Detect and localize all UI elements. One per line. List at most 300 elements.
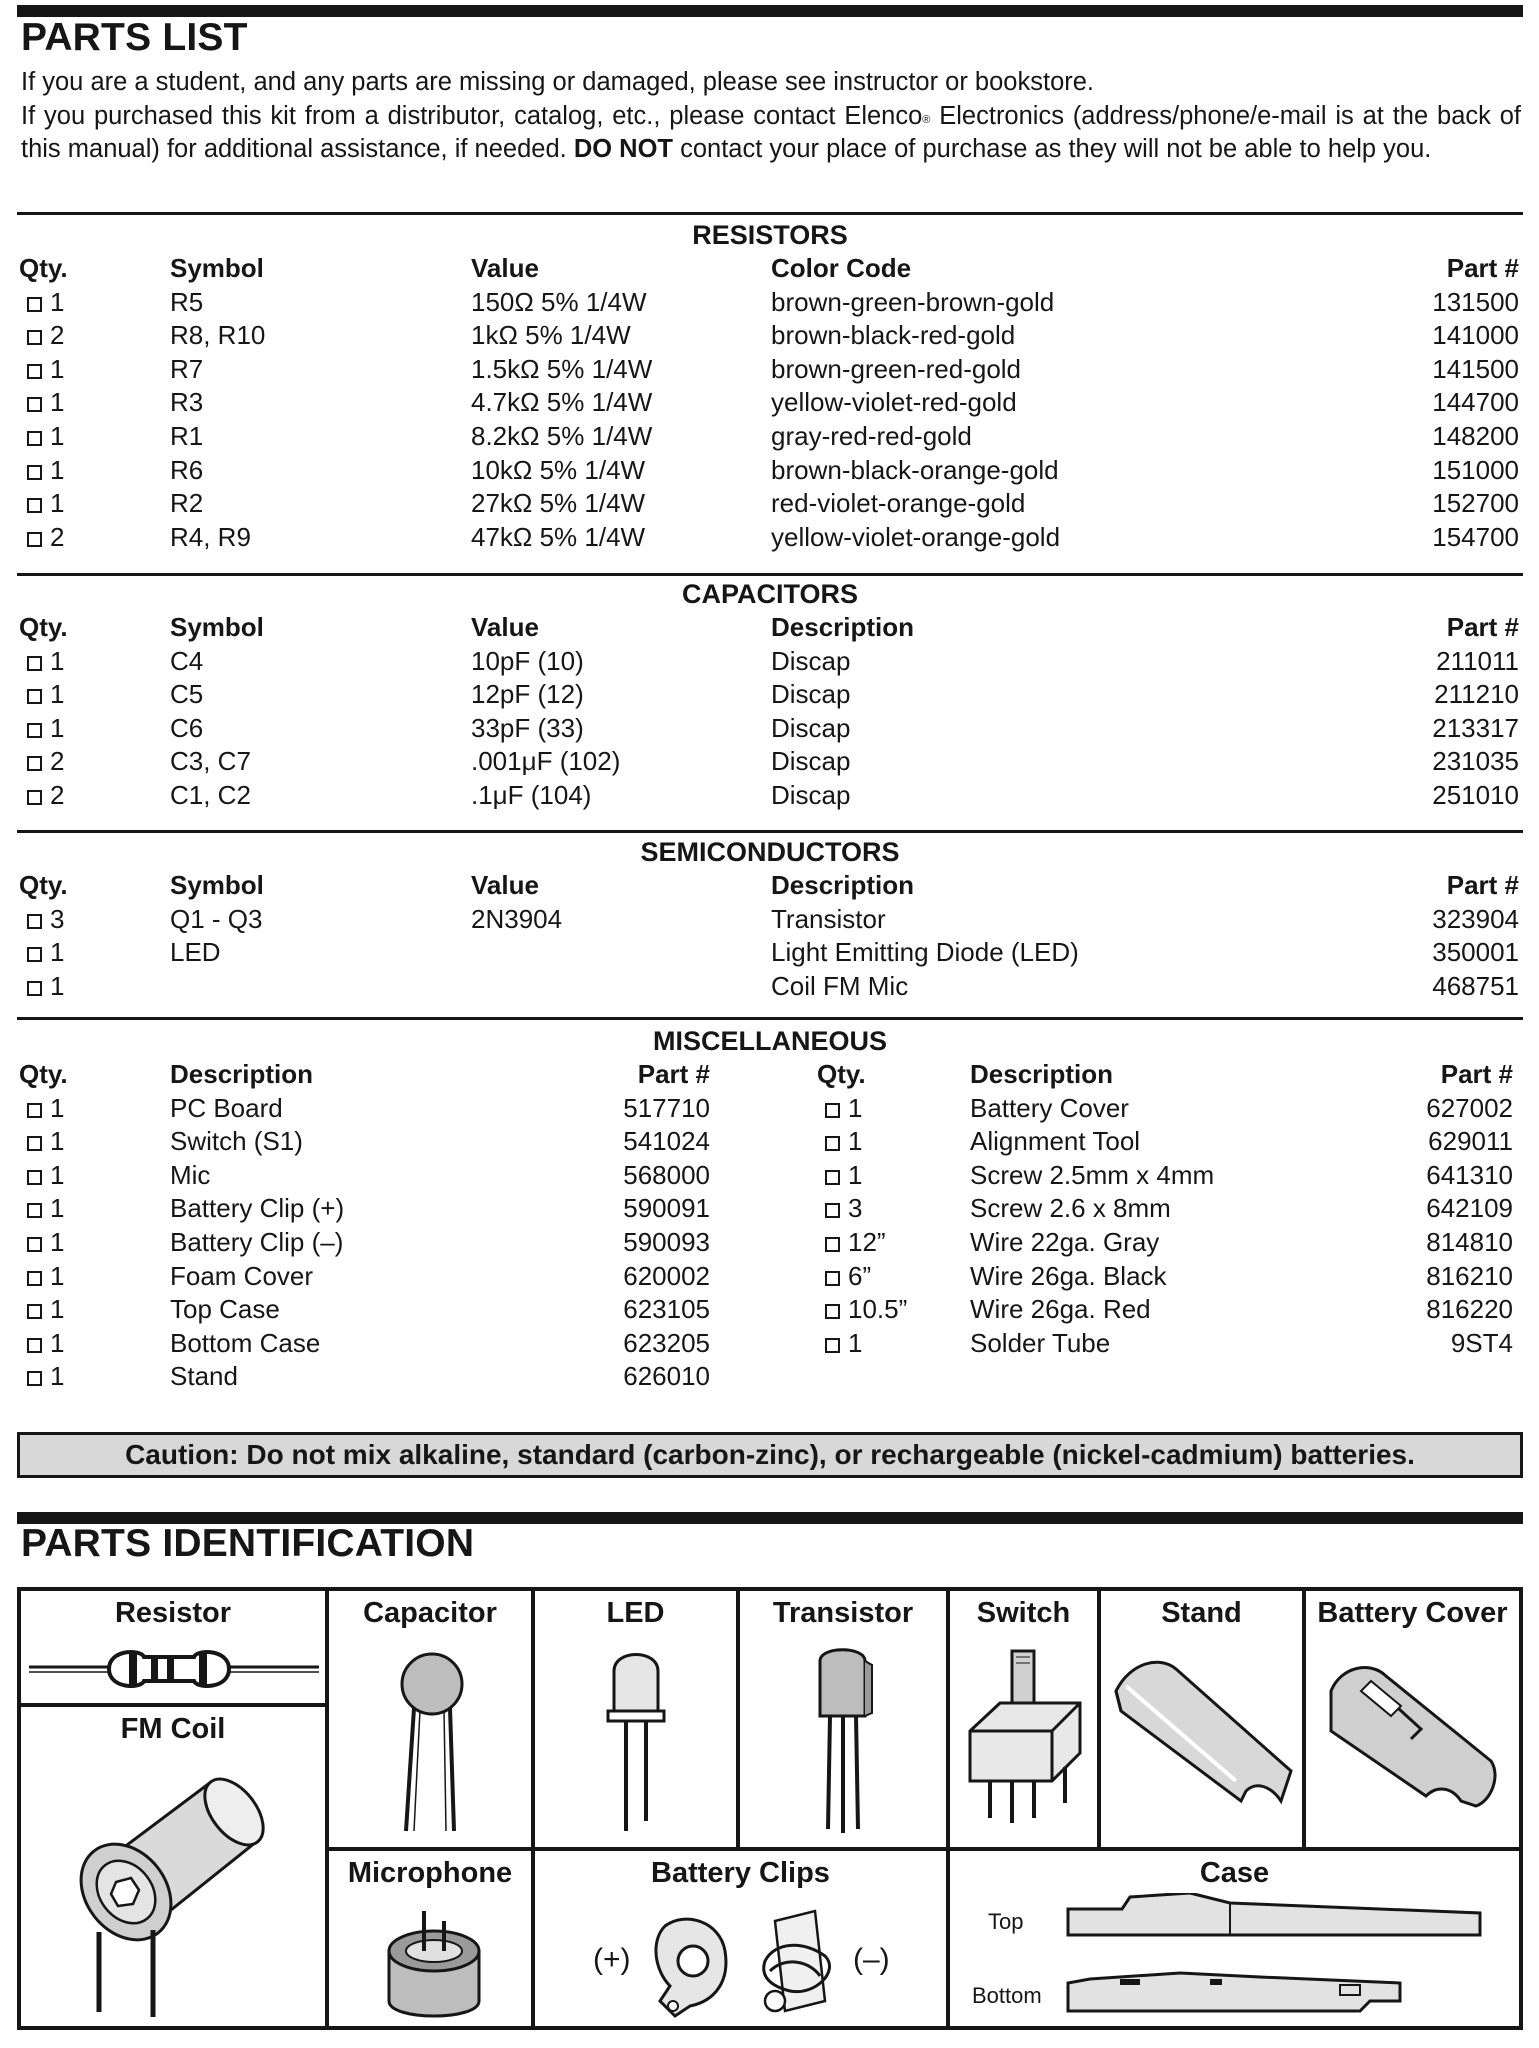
part-number-cell: 141000 — [1432, 320, 1519, 351]
symbol-cell: R2 — [170, 488, 204, 519]
table-row — [17, 1125, 1523, 1159]
qty-value: 1 — [50, 1294, 65, 1325]
description-cell: Battery Clip (+) — [170, 1193, 345, 1224]
part-number-cell: 151000 — [1432, 454, 1519, 485]
description-cell: Battery Clip (–) — [170, 1226, 344, 1257]
resistor-label: Resistor — [114, 1597, 232, 1629]
value-cell: .1μF (104) — [471, 779, 592, 810]
part-number-cell: 152700 — [1432, 488, 1519, 519]
qty-header: Qty. — [19, 612, 68, 642]
value-cell: 27kΩ 5% 1/4W — [471, 488, 646, 519]
symbol-cell: LED — [170, 937, 221, 968]
checkbox[interactable] — [27, 914, 42, 929]
description-header: Description — [771, 612, 915, 642]
case-icon — [1060, 1893, 1510, 2023]
value-header: Value — [471, 253, 539, 283]
table-header — [17, 252, 1523, 286]
qty-value: 2 — [50, 746, 65, 777]
qty-value: 1 — [50, 454, 65, 485]
resistor-cell — [21, 1591, 325, 1703]
description-cell: Battery Cover — [970, 1092, 1129, 1123]
qty-value: 1 — [848, 1327, 863, 1358]
qty-cell — [825, 1293, 907, 1327]
symbol-cell: Q1 - Q3 — [170, 903, 263, 934]
checkbox[interactable] — [825, 1304, 840, 1319]
description-cell: PC Board — [170, 1092, 283, 1123]
value-header: Value — [471, 870, 539, 900]
description-cell: Solder Tube — [970, 1327, 1111, 1358]
qty-value: 1 — [50, 1092, 65, 1123]
part-number-cell: 541024 — [623, 1126, 710, 1157]
part-number-cell: 211210 — [1434, 679, 1519, 710]
transistor-icon — [810, 1641, 890, 1841]
qty-value: 2 — [50, 521, 65, 552]
qty-header: Qty. — [19, 1059, 68, 1089]
checkbox[interactable] — [27, 1203, 42, 1218]
table-row — [17, 454, 1523, 488]
miscellaneous-section — [17, 1024, 1523, 1394]
qty-value: 1 — [50, 1361, 65, 1392]
case-label: Case — [1199, 1857, 1270, 1889]
checkbox[interactable] — [27, 1237, 42, 1252]
part-number-cell: 231035 — [1432, 746, 1519, 777]
description-cell: Alignment Tool — [970, 1126, 1141, 1157]
section-rule — [17, 212, 1523, 215]
qty-cell — [27, 420, 64, 454]
qty-cell — [27, 286, 64, 320]
part-number-header: Part # — [1446, 612, 1519, 642]
table-row — [17, 1360, 1523, 1394]
part-number-cell: 568000 — [623, 1159, 710, 1190]
symbol-cell: C3, C7 — [170, 746, 251, 777]
part-number-cell: 642109 — [1426, 1193, 1513, 1224]
table-row — [17, 487, 1523, 521]
capacitor-cell — [329, 1591, 531, 1847]
qty-cell — [27, 1360, 64, 1394]
value-cell: .001μF (102) — [471, 746, 621, 777]
qty-value: 1 — [50, 937, 65, 968]
qty-value: 1 — [50, 420, 65, 451]
table-row — [17, 1327, 1523, 1361]
qty-value: 1 — [50, 970, 65, 1001]
value-cell: 1kΩ 5% 1/4W — [471, 320, 631, 351]
checkbox[interactable] — [27, 532, 42, 547]
checkbox[interactable] — [27, 1371, 42, 1386]
qty-cell — [825, 1159, 862, 1193]
battery-clips-cell — [535, 1851, 946, 2027]
qty-value: 1 — [50, 1126, 65, 1157]
description-cell: Foam Cover — [170, 1260, 314, 1291]
qty-value: 1 — [50, 1159, 65, 1190]
misc-title: MISCELLANEOUS — [652, 1026, 887, 1056]
intro-line-1: If you are a student, and any parts are missing or damaged, please see instructor or bookstore. — [21, 68, 1095, 96]
qty-cell — [27, 1260, 64, 1294]
table-header — [17, 611, 1523, 645]
symbol-cell: R3 — [170, 387, 204, 418]
description-header: Description — [970, 1059, 1114, 1089]
symbol-cell: R8, R10 — [170, 320, 266, 351]
qty-cell — [27, 1192, 64, 1226]
qty-header: Qty. — [19, 870, 68, 900]
qty-cell — [27, 1293, 64, 1327]
resistors-title: RESISTORS — [692, 220, 848, 250]
symbol-cell: C6 — [170, 712, 204, 743]
qty-cell — [27, 779, 64, 813]
qty-value: 1 — [50, 1226, 65, 1257]
capacitors-section — [17, 577, 1523, 813]
checkbox[interactable] — [27, 1103, 42, 1118]
part-number-cell: 626010 — [623, 1361, 710, 1392]
resistor-icon — [29, 1641, 319, 1691]
qty-cell — [825, 1226, 886, 1260]
symbol-cell: C5 — [170, 679, 204, 710]
part-number-cell: 620002 — [623, 1260, 710, 1291]
qty-cell — [825, 1327, 862, 1361]
qty-cell — [27, 645, 64, 679]
description-cell: Screw 2.5mm x 4mm — [970, 1159, 1215, 1190]
battery-cover-icon — [1311, 1651, 1511, 1831]
checkbox[interactable] — [825, 1103, 840, 1118]
part-number-header: Part # — [1440, 1059, 1513, 1089]
color-code-cell: yellow-violet-red-gold — [771, 387, 1017, 418]
description-cell: Light Emitting Diode (LED) — [771, 937, 1079, 968]
part-number-cell: 148200 — [1432, 420, 1519, 451]
qty-value: 1 — [848, 1159, 863, 1190]
table-row — [17, 420, 1523, 454]
case-bottom-label: Bottom — [972, 1983, 1042, 2008]
qty-value: 3 — [50, 903, 65, 934]
table-row — [17, 936, 1523, 970]
microphone-label: Microphone — [347, 1857, 513, 1889]
qty-value: 12” — [848, 1226, 886, 1257]
checkbox[interactable] — [825, 1338, 840, 1353]
table-row — [17, 678, 1523, 712]
part-number-cell: 154700 — [1432, 521, 1519, 552]
table-row — [17, 1293, 1523, 1327]
table-row — [17, 779, 1523, 813]
value-cell: 10pF (10) — [471, 645, 584, 676]
checkbox[interactable] — [27, 947, 42, 962]
checkbox[interactable] — [27, 1271, 42, 1286]
value-header: Value — [471, 612, 539, 642]
table-row — [17, 1192, 1523, 1226]
qty-cell — [27, 678, 64, 712]
qty-cell — [27, 936, 64, 970]
qty-cell — [27, 1125, 64, 1159]
part-number-cell: 623105 — [623, 1294, 710, 1325]
clip-plus-label: (+) — [593, 1943, 631, 1976]
qty-value: 1 — [50, 387, 65, 418]
qty-cell — [27, 386, 64, 420]
description-cell: Discap — [771, 679, 851, 710]
description-cell: Mic — [170, 1159, 211, 1190]
battery-clip-minus-icon — [755, 1901, 850, 2021]
color-code-cell: brown-black-orange-gold — [771, 454, 1059, 485]
checkbox[interactable] — [825, 1203, 840, 1218]
stand-label: Stand — [1161, 1597, 1242, 1629]
qty-cell — [27, 353, 64, 387]
table-row — [17, 903, 1523, 937]
part-number-cell: 590093 — [623, 1226, 710, 1257]
qty-cell — [825, 1092, 862, 1126]
qty-value: 1 — [50, 488, 65, 519]
description-header: Description — [170, 1059, 314, 1089]
checkbox[interactable] — [825, 1271, 840, 1286]
part-number-cell: 623205 — [623, 1327, 710, 1358]
qty-value: 2 — [50, 320, 65, 351]
symbol-cell: R7 — [170, 353, 204, 384]
part-number-cell: 350001 — [1432, 937, 1519, 968]
stand-cell — [1101, 1591, 1302, 1847]
qty-cell — [27, 521, 64, 555]
qty-cell — [27, 319, 64, 353]
description-cell: Switch (S1) — [170, 1126, 303, 1157]
battery-clip-plus-icon — [645, 1906, 740, 2021]
part-number-cell: 251010 — [1432, 779, 1519, 810]
qty-value: 1 — [848, 1126, 863, 1157]
led-cell — [535, 1591, 736, 1847]
value-cell: 4.7kΩ 5% 1/4W — [471, 387, 653, 418]
symbol-cell: C4 — [170, 645, 204, 676]
qty-value: 1 — [50, 645, 65, 676]
qty-cell — [27, 1226, 64, 1260]
section-rule — [17, 830, 1523, 833]
symbol-header: Symbol — [170, 870, 264, 900]
color-code-cell: brown-green-red-gold — [771, 353, 1022, 384]
description-cell: Discap — [771, 779, 851, 810]
caution-box: Caution: Do not mix alkaline, standard (carbon-zinc), or rechargeable (nickel-cadmium) batteries. — [17, 1432, 1523, 1478]
fm-coil-cell — [21, 1707, 325, 2027]
checkbox[interactable] — [27, 364, 42, 379]
part-number-cell: 627002 — [1426, 1092, 1513, 1123]
table-row — [17, 1260, 1523, 1294]
page-title: PARTS LIST — [21, 16, 248, 59]
table-row — [17, 745, 1523, 779]
description-header: Description — [771, 870, 915, 900]
table-row — [17, 521, 1523, 555]
part-number-cell: 468751 — [1432, 970, 1519, 1001]
value-cell: 47kΩ 5% 1/4W — [471, 521, 646, 552]
checkbox[interactable] — [27, 397, 42, 412]
qty-header: Qty. — [817, 1059, 866, 1089]
symbol-cell: C1, C2 — [170, 779, 251, 810]
symbol-cell: R4, R9 — [170, 521, 251, 552]
stand-icon — [1106, 1651, 1301, 1831]
qty-value: 6” — [848, 1260, 872, 1291]
checkbox[interactable] — [27, 756, 42, 771]
table-row — [17, 353, 1523, 387]
semiconductors-section — [17, 835, 1523, 1003]
part-number-cell: 213317 — [1432, 712, 1519, 743]
parts-identification-grid — [17, 1587, 1523, 2030]
transistor-cell — [740, 1591, 946, 1847]
switch-cell — [950, 1591, 1097, 1847]
qty-cell — [27, 970, 64, 1004]
checkbox[interactable] — [27, 1170, 42, 1185]
part-number-cell: 629011 — [1428, 1126, 1513, 1157]
color-code-cell: brown-green-brown-gold — [771, 286, 1055, 317]
part-number-cell: 323904 — [1432, 903, 1519, 934]
clip-minus-label: (–) — [853, 1943, 890, 1976]
part-number-header: Part # — [1446, 253, 1519, 283]
part-number-cell: 814810 — [1426, 1226, 1513, 1257]
fm-coil-label: FM Coil — [120, 1713, 226, 1745]
color-code-cell: yellow-violet-orange-gold — [771, 521, 1061, 552]
checkbox[interactable] — [27, 1338, 42, 1353]
table-row — [17, 1092, 1523, 1126]
table-header — [17, 869, 1523, 903]
table-row — [17, 712, 1523, 746]
case-top-label: Top — [988, 1909, 1024, 1934]
qty-cell — [27, 454, 64, 488]
table-header — [17, 1058, 1523, 1092]
color-code-cell: brown-black-red-gold — [771, 320, 1016, 351]
qty-cell — [27, 487, 64, 521]
color-code-header: Color Code — [771, 253, 912, 283]
qty-header: Qty. — [19, 253, 68, 283]
qty-value: 1 — [50, 1193, 65, 1224]
symbol-header: Symbol — [170, 253, 264, 283]
checkbox[interactable] — [27, 1304, 42, 1319]
qty-cell — [27, 903, 64, 937]
microphone-icon — [374, 1901, 494, 2021]
description-cell: Screw 2.6 x 8mm — [970, 1193, 1171, 1224]
part-number-header: Part # — [637, 1059, 710, 1089]
part-number-cell: 590091 — [623, 1193, 710, 1224]
qty-value: 1 — [50, 712, 65, 743]
part-number-cell: 141500 — [1432, 353, 1519, 384]
intro-line-2: If you purchased this kit from a distributor, catalog, etc., please contact Elenco® Electronics (address/phone/e-mail is at the back of this manual) for additional assistance, if needed. DO NOT contact your place of purchase as they will not be able to help you. — [21, 101, 1521, 163]
qty-value: 10.5” — [848, 1294, 908, 1325]
part-number-cell: 641310 — [1426, 1159, 1513, 1190]
semiconductors-title: SEMICONDUCTORS — [640, 837, 900, 867]
checkbox[interactable] — [27, 656, 42, 671]
part-number-cell: 816210 — [1426, 1260, 1513, 1291]
description-cell: Transistor — [771, 903, 886, 934]
transistor-label: Transistor — [772, 1597, 914, 1629]
part-number-cell: 131500 — [1432, 286, 1519, 317]
value-cell: 2N3904 — [471, 903, 563, 934]
capacitor-icon — [384, 1646, 484, 1836]
checkbox[interactable] — [27, 1136, 42, 1151]
section-rule — [17, 573, 1523, 576]
qty-value: 1 — [50, 1327, 65, 1358]
part-number-header: Part # — [1446, 870, 1519, 900]
fm-coil-icon — [41, 1762, 311, 2022]
description-cell: Wire 26ga. Black — [970, 1260, 1167, 1291]
table-row — [17, 286, 1523, 320]
qty-value: 1 — [50, 353, 65, 384]
parts-identification-title: PARTS IDENTIFICATION — [21, 1522, 475, 1565]
qty-cell — [27, 1092, 64, 1126]
part-number-cell: 816220 — [1426, 1294, 1513, 1325]
checkbox[interactable] — [27, 790, 42, 805]
part-number-cell: 144700 — [1432, 387, 1519, 418]
qty-value: 2 — [50, 779, 65, 810]
part-number-cell: 211011 — [1436, 645, 1519, 676]
description-cell: Bottom Case — [170, 1327, 321, 1358]
qty-cell — [825, 1125, 862, 1159]
table-row — [17, 970, 1523, 1004]
symbol-cell: R1 — [170, 420, 204, 451]
table-row — [17, 319, 1523, 353]
qty-value: 1 — [50, 1260, 65, 1291]
color-code-cell: red-violet-orange-gold — [771, 488, 1026, 519]
description-cell: Wire 22ga. Gray — [970, 1226, 1160, 1257]
case-cell — [950, 1851, 1519, 2027]
description-cell: Discap — [771, 712, 851, 743]
symbol-cell: R6 — [170, 454, 204, 485]
qty-cell — [825, 1260, 871, 1294]
table-row — [17, 1159, 1523, 1193]
checkbox[interactable] — [825, 1136, 840, 1151]
qty-cell — [27, 745, 64, 779]
color-code-cell: gray-red-red-gold — [771, 420, 972, 451]
checkbox[interactable] — [27, 297, 42, 312]
battery-cover-cell — [1306, 1591, 1519, 1847]
description-cell: Stand — [170, 1361, 238, 1392]
description-cell: Coil FM Mic — [771, 970, 909, 1001]
battery-cover-label: Battery Cover — [1317, 1597, 1508, 1629]
qty-value: 1 — [848, 1092, 863, 1123]
value-cell: 8.2kΩ 5% 1/4W — [471, 420, 653, 451]
checkbox[interactable] — [27, 330, 42, 345]
qty-cell — [825, 1192, 862, 1226]
led-icon — [600, 1641, 680, 1841]
value-cell: 10kΩ 5% 1/4W — [471, 454, 646, 485]
checkbox[interactable] — [27, 689, 42, 704]
checkbox[interactable] — [27, 465, 42, 480]
switch-label: Switch — [976, 1597, 1071, 1629]
checkbox[interactable] — [27, 723, 42, 738]
qty-cell — [27, 1327, 64, 1361]
value-cell: 150Ω 5% 1/4W — [471, 286, 647, 317]
qty-value: 1 — [50, 679, 65, 710]
description-cell: Wire 26ga. Red — [970, 1294, 1151, 1325]
part-number-cell: 517710 — [623, 1092, 710, 1123]
checkbox[interactable] — [27, 981, 42, 996]
description-cell: Discap — [771, 746, 851, 777]
switch-icon — [960, 1643, 1090, 1843]
checkbox[interactable] — [27, 431, 42, 446]
description-cell: Top Case — [170, 1294, 280, 1325]
table-row — [17, 1226, 1523, 1260]
led-label: LED — [606, 1597, 665, 1629]
checkbox[interactable] — [27, 498, 42, 513]
battery-clips-label: Battery Clips — [651, 1857, 830, 1889]
capacitor-label: Capacitor — [363, 1597, 497, 1629]
checkbox[interactable] — [825, 1170, 840, 1185]
microphone-cell — [329, 1851, 531, 2027]
part-number-cell: 9ST4 — [1450, 1327, 1513, 1358]
capacitors-title: CAPACITORS — [681, 579, 858, 609]
section-rule — [17, 1017, 1523, 1020]
description-cell: Discap — [771, 645, 851, 676]
qty-cell — [27, 712, 64, 746]
value-cell: 12pF (12) — [471, 679, 584, 710]
symbol-header: Symbol — [170, 612, 264, 642]
table-row — [17, 645, 1523, 679]
qty-value: 3 — [848, 1193, 863, 1224]
value-cell: 1.5kΩ 5% 1/4W — [471, 353, 653, 384]
symbol-cell: R5 — [170, 286, 204, 317]
checkbox[interactable] — [825, 1237, 840, 1252]
qty-value: 1 — [50, 286, 65, 317]
intro-text — [21, 66, 1521, 167]
value-cell: 33pF (33) — [471, 712, 584, 743]
resistors-section — [17, 218, 1523, 554]
qty-cell — [27, 1159, 64, 1193]
